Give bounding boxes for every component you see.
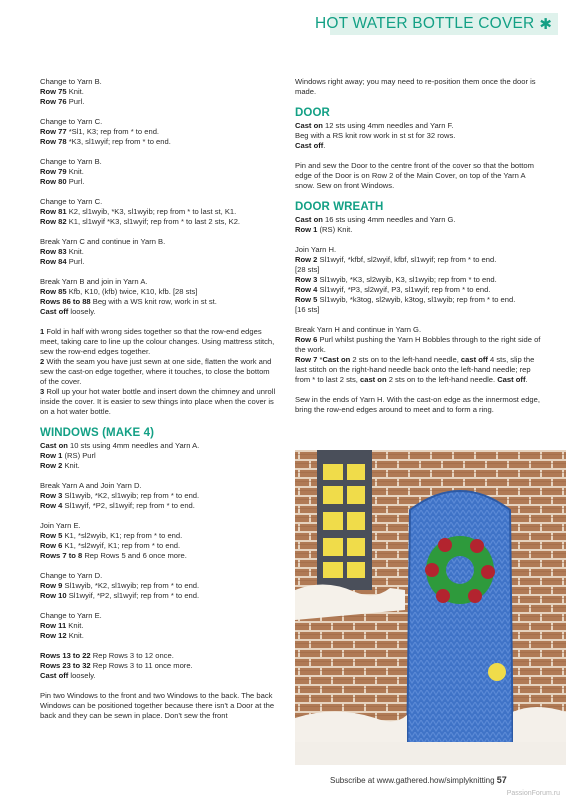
instruction-text: Change to Yarn C. <box>40 197 103 206</box>
row-instruction: Rows 23 to 32 Rep Rows 3 to 11 once more. <box>40 661 193 670</box>
row-instruction: Row 1 (RS) Purl <box>40 451 96 460</box>
row-instruction: [16 sts] <box>295 305 320 314</box>
clover-icon: ✱ <box>539 16 552 33</box>
instruction-text: Break Yarn H and continue in Yarn G. <box>295 325 422 334</box>
row-instruction: Row 81 K2, sl1wyib, *K3, sl1wyib; rep from * to last st, K1. <box>40 207 237 216</box>
instruction-block <box>40 521 276 561</box>
instruction-text: Join Yarn E. <box>40 521 81 530</box>
row-instruction: Rows 13 to 22 Rep Rows 3 to 12 once. <box>40 651 174 660</box>
left-column <box>40 77 276 731</box>
instruction-block <box>295 245 541 315</box>
making-up-steps <box>40 327 276 417</box>
row-instruction: Row 4 Sl1wyif, *P2, sl1wyif; rep from * to end. <box>40 501 195 510</box>
instruction-block <box>40 197 276 227</box>
row-instruction: [28 sts] <box>295 265 320 274</box>
row-instruction: Row 6 K1, *sl2wyif, K1; rep from * to end. <box>40 541 181 550</box>
row-instruction: Row 1 (RS) Knit. <box>295 225 353 234</box>
knitted-door-illustration <box>295 450 566 765</box>
instruction-block <box>295 121 541 151</box>
instruction-block <box>295 215 541 235</box>
row-instruction: Rows 86 to 88 Beg with a WS knit row, work in st st. <box>40 297 217 306</box>
row-instruction: Row 7 *Cast on 2 sts on to the left-hand needle, cast off 4 sts, slip the last stitch on the right-hand needle back onto the left-hand needle; rep from * to last 2 sts, cast on 2 sts on to the left-hand needle. Cast off. <box>295 355 535 384</box>
row-instruction: Row 78 *K3, sl1wyif; rep from * to end. <box>40 137 171 146</box>
instruction-text: Join Yarn H. <box>295 245 337 254</box>
instruction-text: Sew in the ends of Yarn H. With the cast-on edge as the innermost edge, bring the row-end edges around to meet and to form a ring. <box>295 395 540 414</box>
watermark: PassionForum.ru <box>506 790 560 797</box>
instruction-text: Windows right away; you may need to re-position them once the door is made. <box>295 77 536 96</box>
row-instruction: Row 80 Purl. <box>40 177 85 186</box>
door-heading: DOOR <box>295 107 330 119</box>
row-instruction: Row 12 Knit. <box>40 631 84 640</box>
row-instruction: Row 10 Sl1wyif, *P2, sl1wyif; rep from * to end. <box>40 591 200 600</box>
row-instruction: Row 5 K1, *sl2wyib, K1; rep from * to end. <box>40 531 183 540</box>
row-instruction: Row 4 Sl1wyif, *P3, sl2wyif, P3, sl1wyif; rep from * to end. <box>295 285 491 294</box>
row-instruction: Cast off loosely. <box>40 307 96 316</box>
row-instruction: Row 2 Knit. <box>40 461 80 470</box>
page-number: 57 <box>496 775 507 785</box>
row-instruction: Row 84 Purl. <box>40 257 85 266</box>
instruction-text: Break Yarn B and join in Yarn A. <box>40 277 148 286</box>
row-instruction: Row 6 Purl whilst pushing the Yarn H Bobbles through to the right side of the work. <box>295 335 541 354</box>
row-instruction: Cast on 12 sts using 4mm needles and Yarn F. <box>295 121 454 130</box>
row-instruction: Row 2 Sl1wyif, *kfbf, sl2wyif, kfbf, sl1wyif; rep from * to end. <box>295 255 497 264</box>
row-instruction: Cast on 10 sts using 4mm needles and Yarn A. <box>40 441 200 450</box>
row-instruction: Row 9 Sl1wyib, *K2, sl1wyib; rep from * to end. <box>40 581 200 590</box>
making-up-step: 2 With the seam you have just sewn at one side, flatten the work and sew the cast-on edge together, where it touches, to close the bottom of the cover. <box>40 357 272 386</box>
instruction-text: Break Yarn C and continue in Yarn B. <box>40 237 166 246</box>
instruction-text: Break Yarn A and Join Yarn D. <box>40 481 142 490</box>
instruction-block <box>40 237 276 267</box>
row-instruction: Cast on 16 sts using 4mm needles and Yarn G. <box>295 215 456 224</box>
instruction-block <box>40 651 276 681</box>
row-instruction: Row 11 Knit. <box>40 621 84 630</box>
instruction-text: Change to Yarn B. <box>40 157 102 166</box>
instruction-block <box>40 157 276 187</box>
instruction-block <box>40 117 276 147</box>
instruction-block <box>40 571 276 601</box>
row-instruction: Row 83 Knit. <box>40 247 84 256</box>
row-instruction: Row 82 K1, sl1wyif *K3, sl1wyif; rep from * to last 2 sts, K2. <box>40 217 241 226</box>
row-instruction: Row 5 Sl1wyib, *k3tog, sl2wyib, k3tog, sl1wyib; rep from * to end. <box>295 295 516 304</box>
row-instruction: Row 79 Knit. <box>40 167 84 176</box>
row-instruction: Rows 7 to 8 Rep Rows 5 and 6 once more. <box>40 551 187 560</box>
instruction-block <box>40 611 276 641</box>
section-header <box>315 13 558 35</box>
instruction-block <box>40 481 276 511</box>
page-footer <box>330 775 507 785</box>
instruction-block <box>40 441 276 471</box>
row-instruction: Beg with a RS knit row work in st st for 32 rows. <box>295 131 456 140</box>
instruction-text: Change to Yarn B. <box>40 77 102 86</box>
making-up-step: 3 Roll up your hot water bottle and insert down the chimney and unroll inside the cover. It is easier to sew things into place when the cover is on a hot water bottle. <box>40 387 276 416</box>
instruction-text: Change to Yarn D. <box>40 571 103 580</box>
instruction-block <box>295 325 541 385</box>
instruction-block <box>40 77 276 107</box>
section-title: HOT WATER BOTTLE COVER <box>315 15 535 32</box>
row-instruction: Cast off. <box>295 141 326 150</box>
windows-heading: WINDOWS (MAKE 4) <box>40 427 155 439</box>
row-instruction: Row 75 Knit. <box>40 87 84 96</box>
knitted-door-photo <box>295 450 566 765</box>
instruction-text: Change to Yarn C. <box>40 117 103 126</box>
instruction-block <box>40 277 276 317</box>
instruction-text: Change to Yarn E. <box>40 611 102 620</box>
row-instruction: Row 85 Kfb, K10, (kfb) twice, K10, kfb. [28 sts] <box>40 287 198 296</box>
instruction-text: Pin and sew the Door to the centre front of the cover so that the bottom edge of the Door is on Row 2 of the Main Cover, on top of the Yarn A snow. Sew on front Windows. <box>295 161 534 190</box>
row-instruction: Row 76 Purl. <box>40 97 85 106</box>
row-instruction: Row 3 Sl1wyib, *K2, sl1wyib; rep from * to end. <box>40 491 200 500</box>
footer-text: Subscribe at www.gathered.how/simplyknitting <box>330 776 495 785</box>
row-instruction: Row 77 *Sl1, K3; rep from * to end. <box>40 127 160 136</box>
right-column <box>295 77 541 425</box>
row-instruction: Row 3 Sl1wyib, *K3, sl2wyib, K3, sl1wyib; rep from * to end. <box>295 275 497 284</box>
row-instruction: Cast off loosely. <box>40 671 96 680</box>
wreath-heading: DOOR WREATH <box>295 201 384 213</box>
making-up-step: 1 Fold in half with wrong sides together so that the row-end edges meet, taking care to line up the colour changes. Using mattress stitch, sew the row-end edges together. <box>40 327 275 356</box>
instruction-text: Pin two Windows to the front and two Windows to the back. The back Windows can be positioned together because there isn't a Door at the back and they can be sewn in place. Don't sew the front <box>40 691 275 720</box>
